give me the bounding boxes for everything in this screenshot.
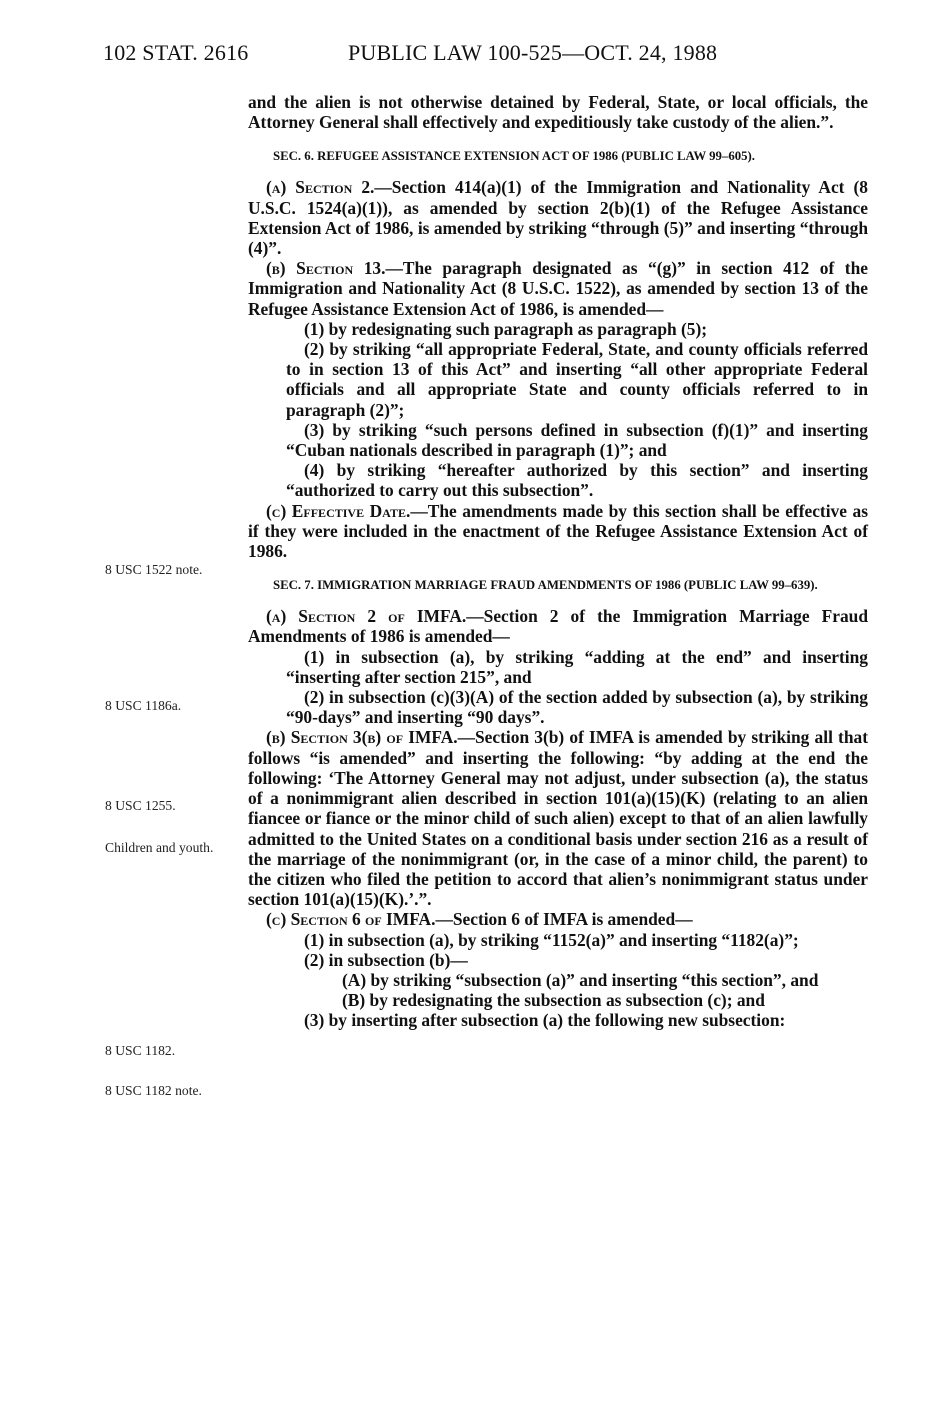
- subsection-heading: (c) Section 6 of IMFA.: [266, 909, 436, 930]
- list-item: (1) in subsection (a), by striking “adding at the end” and inserting “inserting after section 215”, and: [286, 646, 868, 687]
- margin-note: 8 USC 1182 note.: [105, 1083, 202, 1098]
- subsection-text: —Section 3(b) of IMFA is amended by striking all that follows “is amended” and inserting the following: “by adding at the end the following: ‘The Attorney General may not adjust, under subsection (a), the status of a nonimmigrant alien described in section 101(a)(15)(K) (relating to an alien fiancee or fiance or the minor child of such alien) except to that of an alien lawfully admitted to the United States on a conditional basis under section 216 as a result of the marriage of the nonimmigrant (or, in the case of a minor child, the parent) to the citizen who filed the petition to accord that alien’s nonimmigrant status under section 101(a)(15)(K).’.”.: [248, 727, 869, 910]
- paragraph: [248, 258, 868, 319]
- list-item: (B) by redesignating the subsection as subsection (c); and: [342, 990, 765, 1011]
- paragraph: [248, 177, 868, 258]
- page-header: [103, 40, 889, 70]
- subsection-heading: (b) Section 3(b) of IMFA.: [266, 727, 458, 748]
- subsection-heading: (a) Section 2.: [266, 177, 375, 198]
- margin-note: 8 USC 1182.: [105, 1043, 176, 1058]
- list-item: (A) by striking “subsection (a)” and inserting “this section”, and: [342, 969, 819, 990]
- paragraph: [248, 909, 868, 929]
- paragraph: [248, 606, 868, 646]
- statute-page-number: 102 STAT. 2616: [103, 40, 249, 65]
- paragraph: [248, 501, 868, 562]
- subsection-text: —The paragraph designated as “(g)” in section 412 of the Immigration and Nationality Act (8 U.S.C. 1522), as amended by section 13 of the Refugee Assistance Extension Act of 1986, is amended—: [248, 258, 868, 319]
- paragraph: [248, 727, 868, 909]
- list-item: (4) by striking “hereafter authorized by this section” and inserting “authorized to carry out this subsection”.: [286, 460, 868, 501]
- margin-note: 8 USC 1186a.: [105, 698, 182, 713]
- list-item: (1) in subsection (a), by striking “1152(a)” and inserting “1182(a)”;: [304, 929, 799, 950]
- paragraph: and the alien is not otherwise detained by Federal, State, or local officials, the Attorney General shall effectively and expeditiously take custody of the alien.”.: [248, 92, 868, 133]
- list-item: (2) by striking “all appropriate Federal, State, and county officials referred to in section 13 of this Act” and inserting “all other appropriate Federal officials and all appropriate State and county officials referred to in paragraph (2)”;: [286, 339, 868, 420]
- margin-note: 8 USC 1255.: [105, 798, 176, 813]
- section-heading: SEC. 6. REFUGEE ASSISTANCE EXTENSION ACT OF 1986 (PUBLIC LAW 99–605).: [273, 149, 755, 164]
- subsection-text: —Section 6 of IMFA is amended—: [435, 909, 693, 930]
- list-item: (3) by inserting after subsection (a) the following new subsection:: [304, 1010, 786, 1031]
- section-heading: SEC. 7. IMMIGRATION MARRIAGE FRAUD AMENDMENTS OF 1986 (PUBLIC LAW 99–639).: [273, 578, 818, 593]
- margin-note: 8 USC 1522 note.: [105, 562, 203, 577]
- list-item: (1) by redesignating such paragraph as paragraph (5);: [304, 318, 708, 339]
- subsection-heading: (c) Effective Date.: [266, 500, 411, 521]
- running-head: PUBLIC LAW 100-525—OCT. 24, 1988: [348, 40, 718, 65]
- list-item: (3) by striking “such persons defined in subsection (f)(1)” and inserting “Cuban nationals described in paragraph (1)”; and: [286, 419, 868, 461]
- list-item: (2) in subsection (c)(3)(A) of the section added by subsection (a), by striking “90-days” and inserting “90 days”.: [286, 687, 868, 728]
- subsection-text: —Section 2 of the Immigration Marriage Fraud Amendments of 1986 is amended—: [248, 606, 868, 647]
- list-item: (2) in subsection (b)—: [304, 949, 468, 970]
- subsection-text: —The amendments made by this section shall be effective as if they were included in the enactment of the Refugee Assistance Extension Act of 1986.: [248, 500, 868, 562]
- subsection-heading: (b) Section 13.: [266, 258, 386, 279]
- subsection-heading: (a) Section 2 of IMFA.: [266, 606, 467, 627]
- body-text: [248, 92, 868, 1031]
- margin-note: Children and youth.: [105, 840, 214, 855]
- subsection-text: —Section 414(a)(1) of the Immigration and Nationality Act (8 U.S.C. 1524(a)(1)), as amended by section 2(b)(1) of the Refugee Assistance Extension Act of 1986, is amended by striking “through (5)” and inserting “through (4)”.: [248, 177, 868, 259]
